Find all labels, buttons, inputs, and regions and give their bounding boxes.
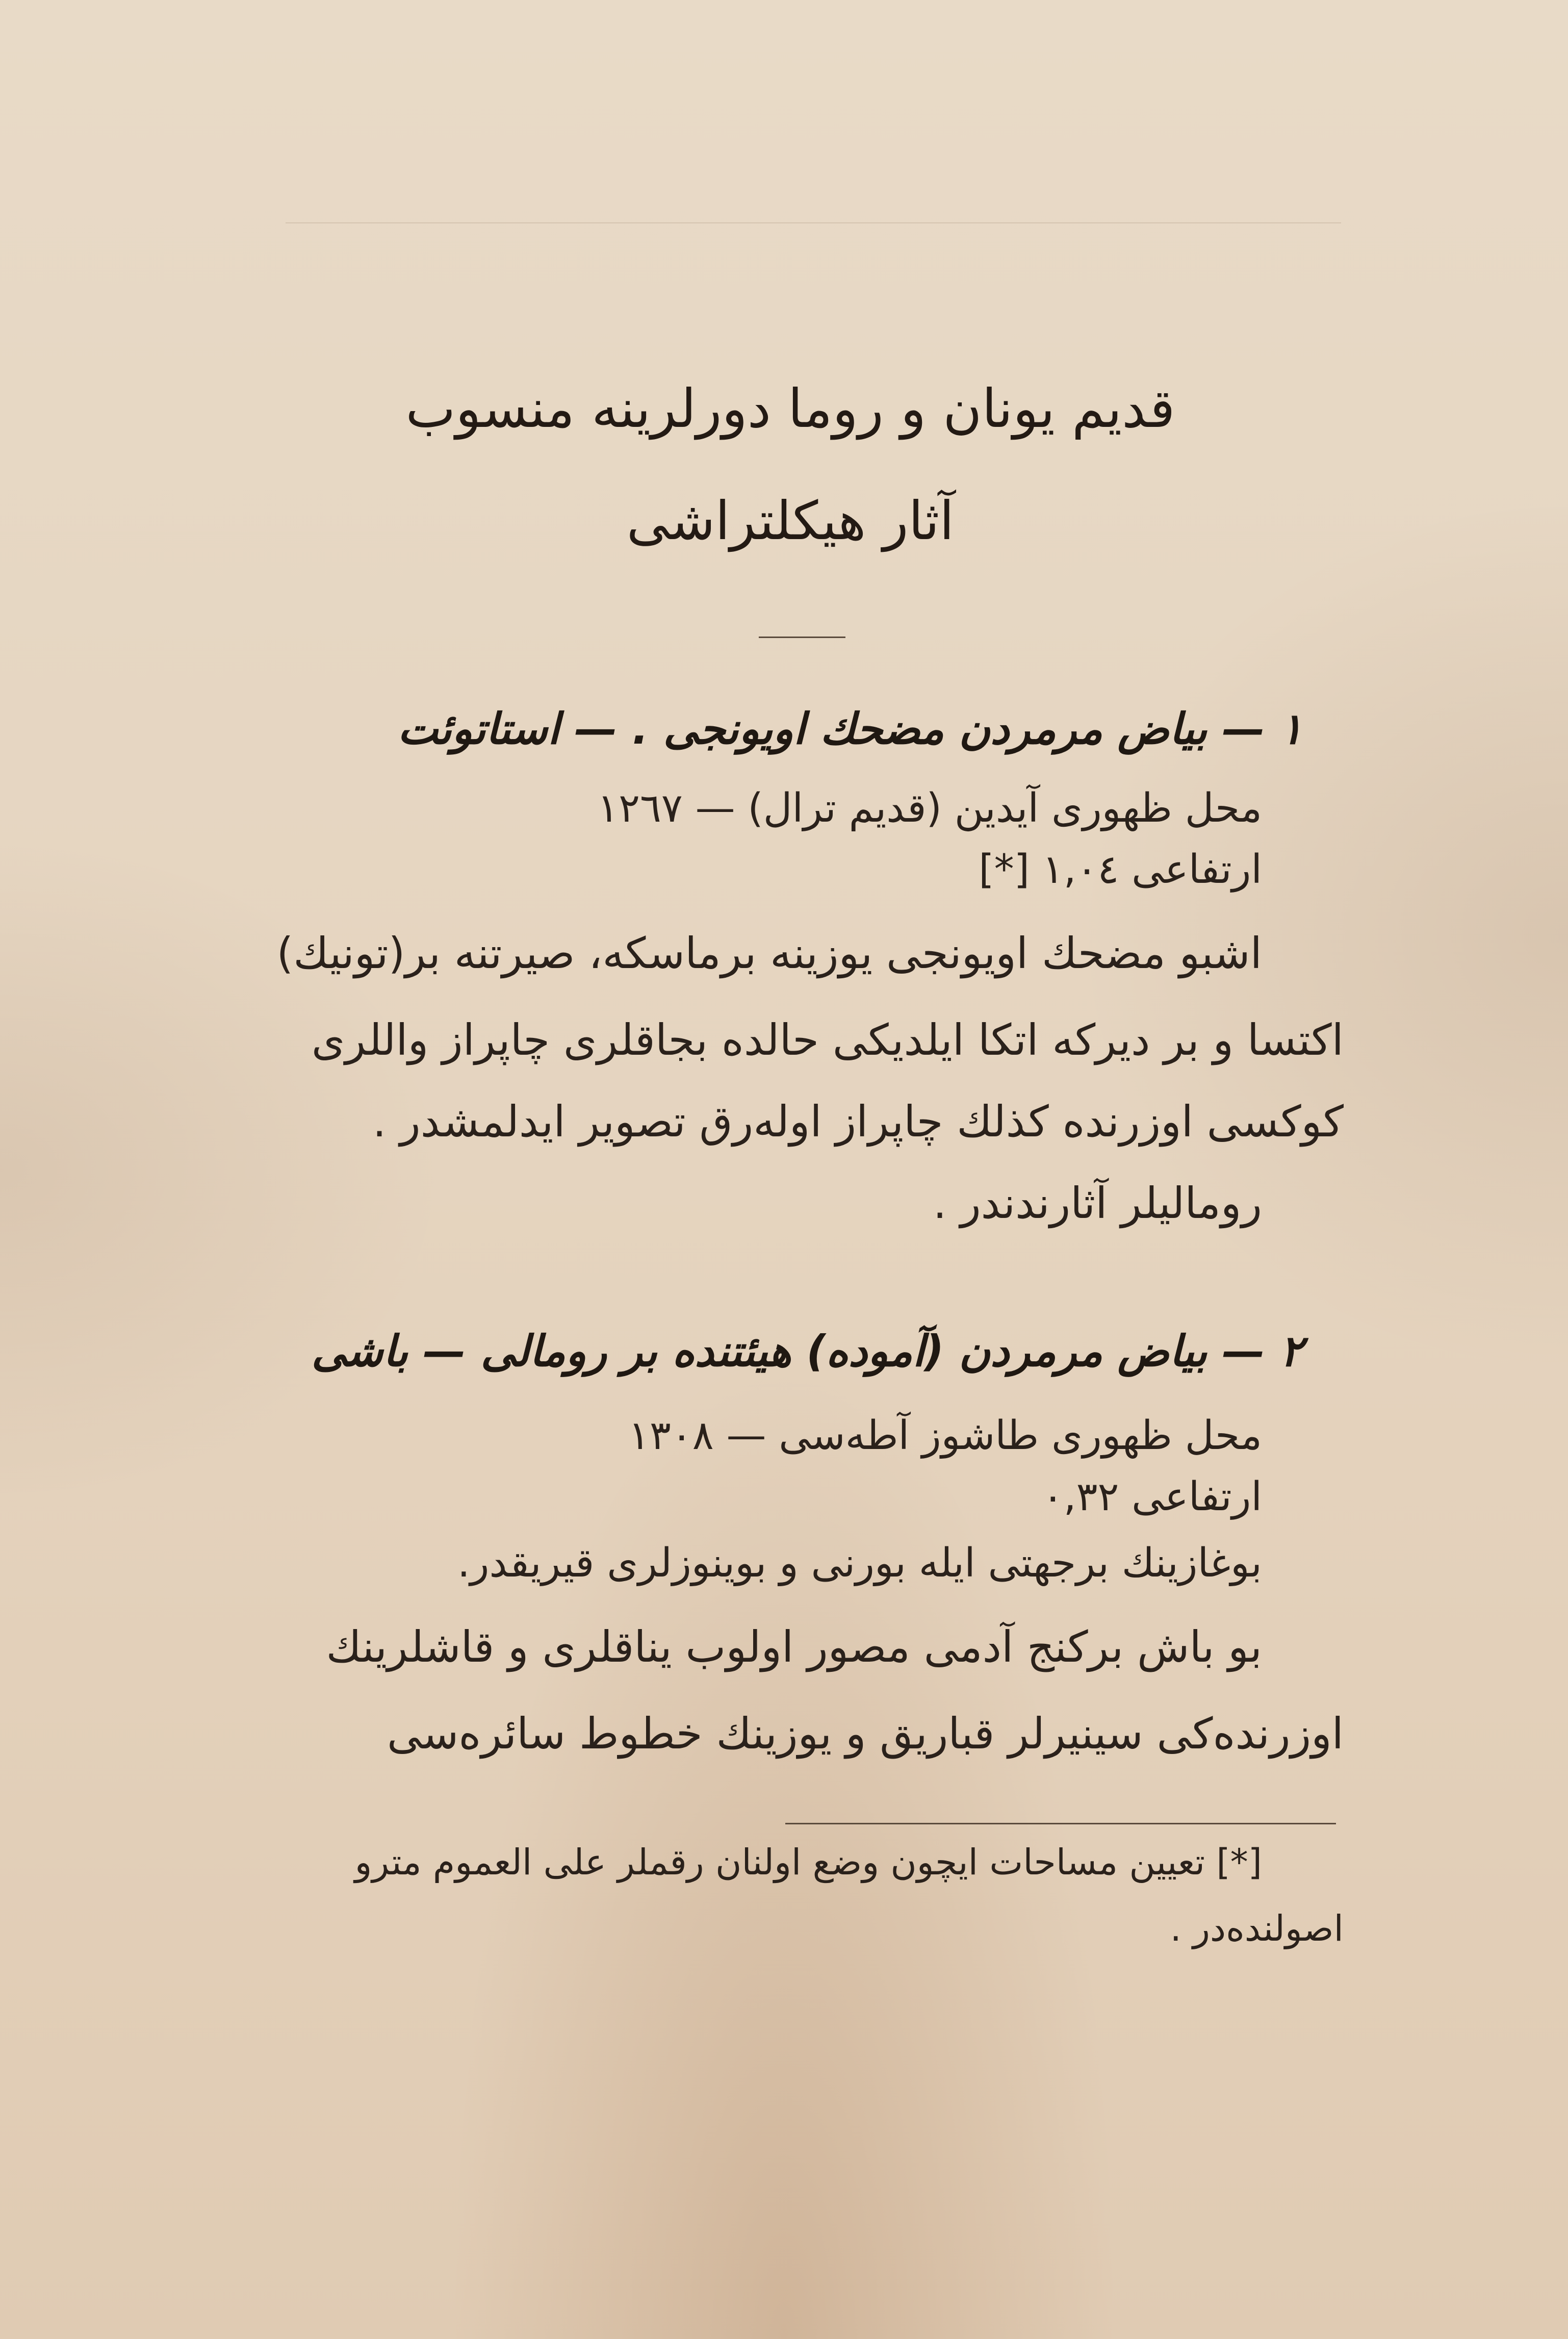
entry-2-provenance: محل ظهورى طاشوز آطەسى — ١٣٠٨ xyxy=(628,1413,1262,1459)
footnote-line-2: اصولندەدر . xyxy=(1170,1908,1344,1949)
page-fold-line xyxy=(286,222,1341,223)
title-divider xyxy=(759,637,845,638)
title-line-1: قديم يونان و روما دورلرينه منسوب xyxy=(405,377,1175,440)
entry-1-body-line-2: اكتسا و بر ديركه اتكا ايلديكى حالده بجاقلرى چاپراز واللرى xyxy=(311,1015,1344,1065)
entry-2-damage-note: بوغازينك برجهتى ايله بورنى و بوينوزلرى قيريقدر. xyxy=(457,1540,1262,1586)
entry-2-heading: ٢ — بياض مرمردن (آموده) هيئتنده بر رومالى — باشى xyxy=(311,1326,1303,1376)
entry-1-body-line-3: كوكسى اوزرنده كذلك چاپراز اولەرق تصوير ايدلمشدر . xyxy=(372,1097,1344,1147)
entry-2-body-line-2: اوزرندەكى سينيرلر قباريق و يوزينك خطوط سائرەسى xyxy=(387,1709,1344,1759)
footnote-divider xyxy=(785,1823,1336,1824)
entry-1-height: ارتفاعى ١,٠٤ [*] xyxy=(979,847,1262,893)
entry-1-body-line-1: اشبو مضحك اويونجى يوزينه برماسكه، صيرتنه بر(تونيك) xyxy=(276,928,1262,978)
entry-1-heading: ١ — بياض مرمردن مضحك اويونجى . — استاتوئت xyxy=(397,704,1303,754)
footnote-line-1: [*] تعيين مساحات ايچون وضع اولنان رقملر على العموم مترو xyxy=(354,1841,1262,1883)
title-line-2: آثار هيكلتراشى xyxy=(626,490,955,552)
entry-1-body-line-4: رومالیلر آثارندندر . xyxy=(933,1178,1262,1228)
entry-1-provenance: محل ظهورى آيدين (قديم ترال) — ١٢٦٧ xyxy=(597,785,1262,831)
entry-2-body-line-1: بو باش بركنج آدمى مصور اولوب يناقلرى و قاشلرينك xyxy=(326,1622,1262,1672)
entry-2-height: ارتفاعى ٠,٣٢ xyxy=(1042,1474,1262,1520)
